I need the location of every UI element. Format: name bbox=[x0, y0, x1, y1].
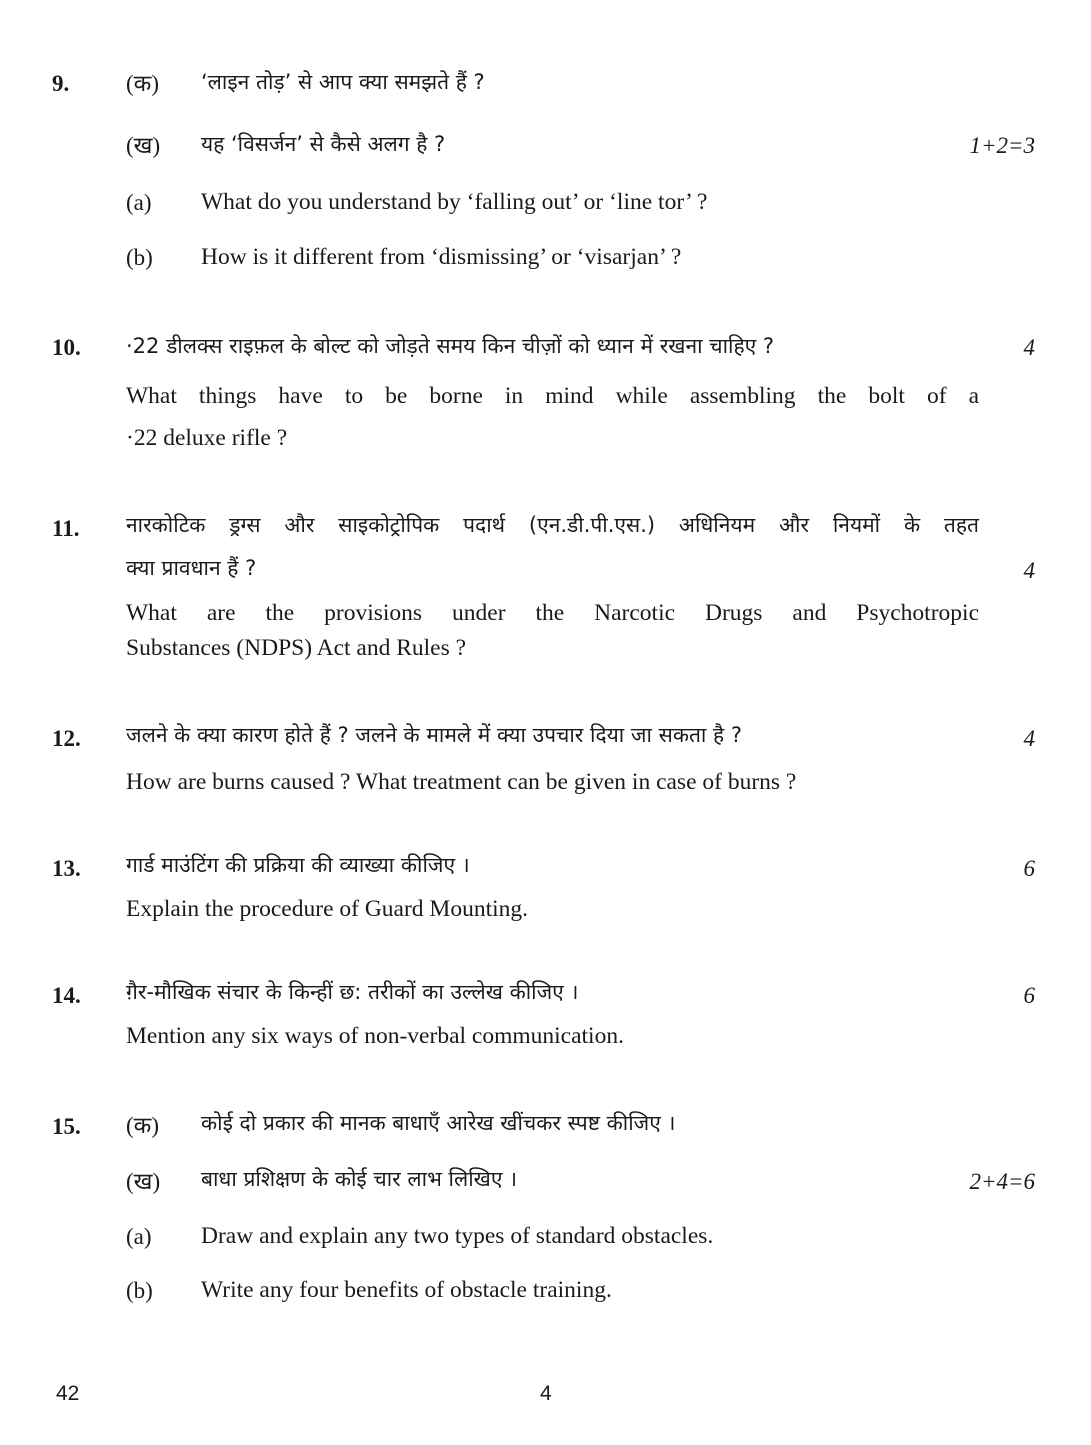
q14-hindi-text: ग़ैर-मौखिक संचार के किन्हीं छ: तरीकों का उल्लेख कीजिए । bbox=[126, 980, 579, 1004]
q15-ka-text: कोई दो प्रकार की मानक बाधाएँ आरेख खींचकर स्पष्ट कीजिए । bbox=[201, 1111, 676, 1135]
q10-english-line-2: ·22 deluxe rifle ? bbox=[126, 425, 288, 451]
q11-english-line-2: Substances (NDPS) Act and Rules ? bbox=[126, 635, 467, 661]
q9-ka-label: (क) bbox=[126, 71, 159, 96]
q14-number: 14. bbox=[52, 983, 81, 1008]
q11-number: 11. bbox=[52, 516, 80, 541]
q9-a-label: (a) bbox=[126, 190, 152, 215]
q13-hindi-text: गार्ड माउंटिंग की प्रक्रिया की व्याख्या कीजिए । bbox=[126, 853, 470, 877]
q9-kha-text: यह ‘विसर्जन’ से कैसे अलग है ? bbox=[201, 132, 446, 156]
q11-marks: 4 bbox=[1023, 558, 1035, 583]
q12-marks: 4 bbox=[1023, 726, 1035, 751]
q11-english-line-1: What are the provisions under the Narcotic Drugs and Psychotropic bbox=[126, 600, 979, 626]
q10-marks: 4 bbox=[1023, 335, 1035, 360]
q9-number: 9. bbox=[52, 71, 70, 96]
q14-marks: 6 bbox=[1023, 983, 1035, 1008]
q10-english-line-1: What things have to be borne in mind while assembling the bolt of a bbox=[126, 383, 979, 409]
q12-number: 12. bbox=[52, 726, 81, 751]
footer-paper-code: 42 bbox=[56, 1382, 80, 1405]
q9-b-text: How is it different from ‘dismissing’ or ‘visarjan’ ? bbox=[201, 244, 682, 270]
q15-a-text: Draw and explain any two types of standard obstacles. bbox=[201, 1223, 714, 1249]
q13-marks: 6 bbox=[1023, 856, 1035, 881]
q11-hindi-line-1: नारकोटिक ड्रग्स और साइकोट्रोपिक पदार्थ (एन.डी.पी.एस.) अधिनियम और नियमों के तहत bbox=[126, 513, 979, 537]
q15-ka-label: (क) bbox=[126, 1113, 159, 1138]
q9-b-label: (b) bbox=[126, 245, 153, 270]
q15-kha-label: (ख) bbox=[126, 1169, 161, 1194]
q9-ka-text: ‘लाइन तोड़’ से आप क्या समझते हैं ? bbox=[201, 70, 485, 94]
q10-hindi-text: ·22 डीलक्स राइफ़ल के बोल्ट को जोड़ते समय किन चीज़ों को ध्यान में रखना चाहिए ? bbox=[126, 334, 775, 358]
q15-b-text: Write any four benefits of obstacle training. bbox=[201, 1277, 612, 1303]
q9-marks: 1+2=3 bbox=[969, 133, 1035, 158]
q13-english-text: Explain the procedure of Guard Mounting. bbox=[126, 896, 529, 922]
q11-hindi-line-2: क्या प्रावधान हैं ? bbox=[126, 556, 257, 580]
q15-marks: 2+4=6 bbox=[969, 1169, 1035, 1194]
q12-hindi-text: जलने के क्या कारण होते हैं ? जलने के मामले में क्या उपचार दिया जा सकता है ? bbox=[126, 723, 742, 747]
q9-a-text: What do you understand by ‘falling out’ or ‘line tor’ ? bbox=[201, 189, 708, 215]
footer-page-number: 4 bbox=[540, 1382, 552, 1405]
q15-a-label: (a) bbox=[126, 1224, 152, 1249]
q15-number: 15. bbox=[52, 1114, 81, 1139]
q10-number: 10. bbox=[52, 335, 81, 360]
q9-kha-label: (ख) bbox=[126, 133, 161, 158]
q15-b-label: (b) bbox=[126, 1278, 153, 1303]
q15-kha-text: बाधा प्रशिक्षण के कोई चार लाभ लिखिए । bbox=[201, 1167, 518, 1191]
q14-english-text: Mention any six ways of non-verbal communication. bbox=[126, 1023, 624, 1049]
q13-number: 13. bbox=[52, 856, 81, 881]
q12-english-text: How are burns caused ? What treatment can be given in case of burns ? bbox=[126, 769, 797, 795]
